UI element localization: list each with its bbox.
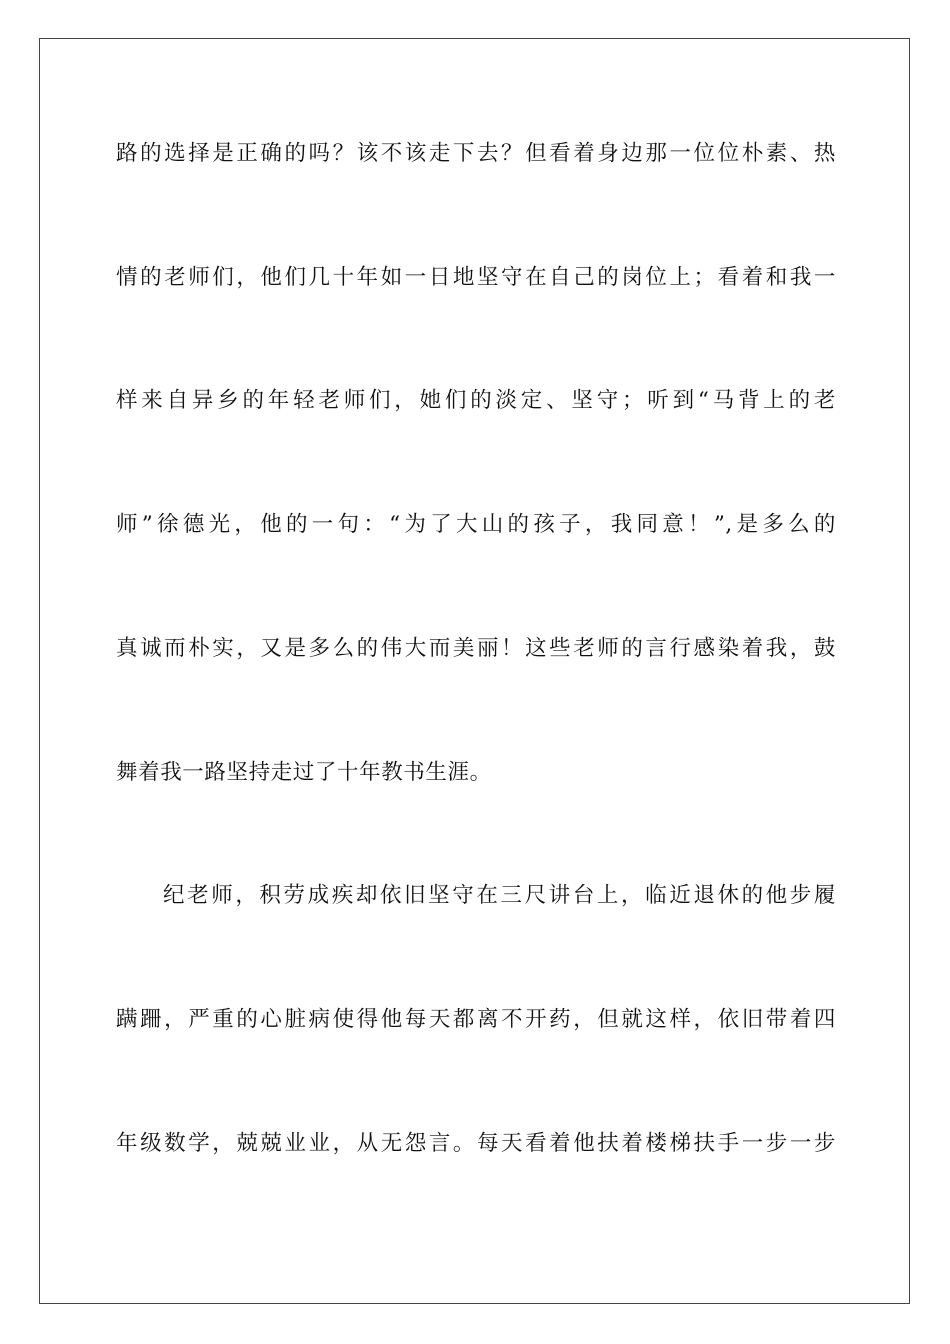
text-line-6: 舞着我一路坚持走过了十年教书生涯。	[116, 760, 492, 785]
text-line-2: 情的老师们，他们几十年如一日地坚守在自己的岗位上；看着和我一	[116, 265, 836, 290]
text-line-8: 蹒跚，严重的心脏病使得他每天都离不开药，但就这样，依旧带着四	[116, 1007, 836, 1032]
page-border	[39, 38, 910, 1304]
text-line-5: 真诚而朴实，又是多么的伟大而美丽！这些老师的言行感染着我，鼓	[116, 636, 836, 661]
text-line-4: 师”徐德光，他的一句：“为了大山的孩子，我同意！”,是多么的	[116, 512, 836, 537]
paragraph-2-first-line: 纪老师，积劳成疾却依旧坚守在三尺讲台上，临近退休的他步履	[163, 883, 836, 908]
text-line-9: 年级数学，兢兢业业，从无怨言。每天看着他扶着楼梯扶手一步一步	[116, 1131, 836, 1156]
text-line-3: 样来自异乡的年轻老师们，她们的淡定、坚守；听到“马背上的老	[116, 388, 836, 413]
text-line-1: 路的选择是正确的吗？该不该走下去？但看着身边那一位位朴素、热	[116, 141, 836, 166]
